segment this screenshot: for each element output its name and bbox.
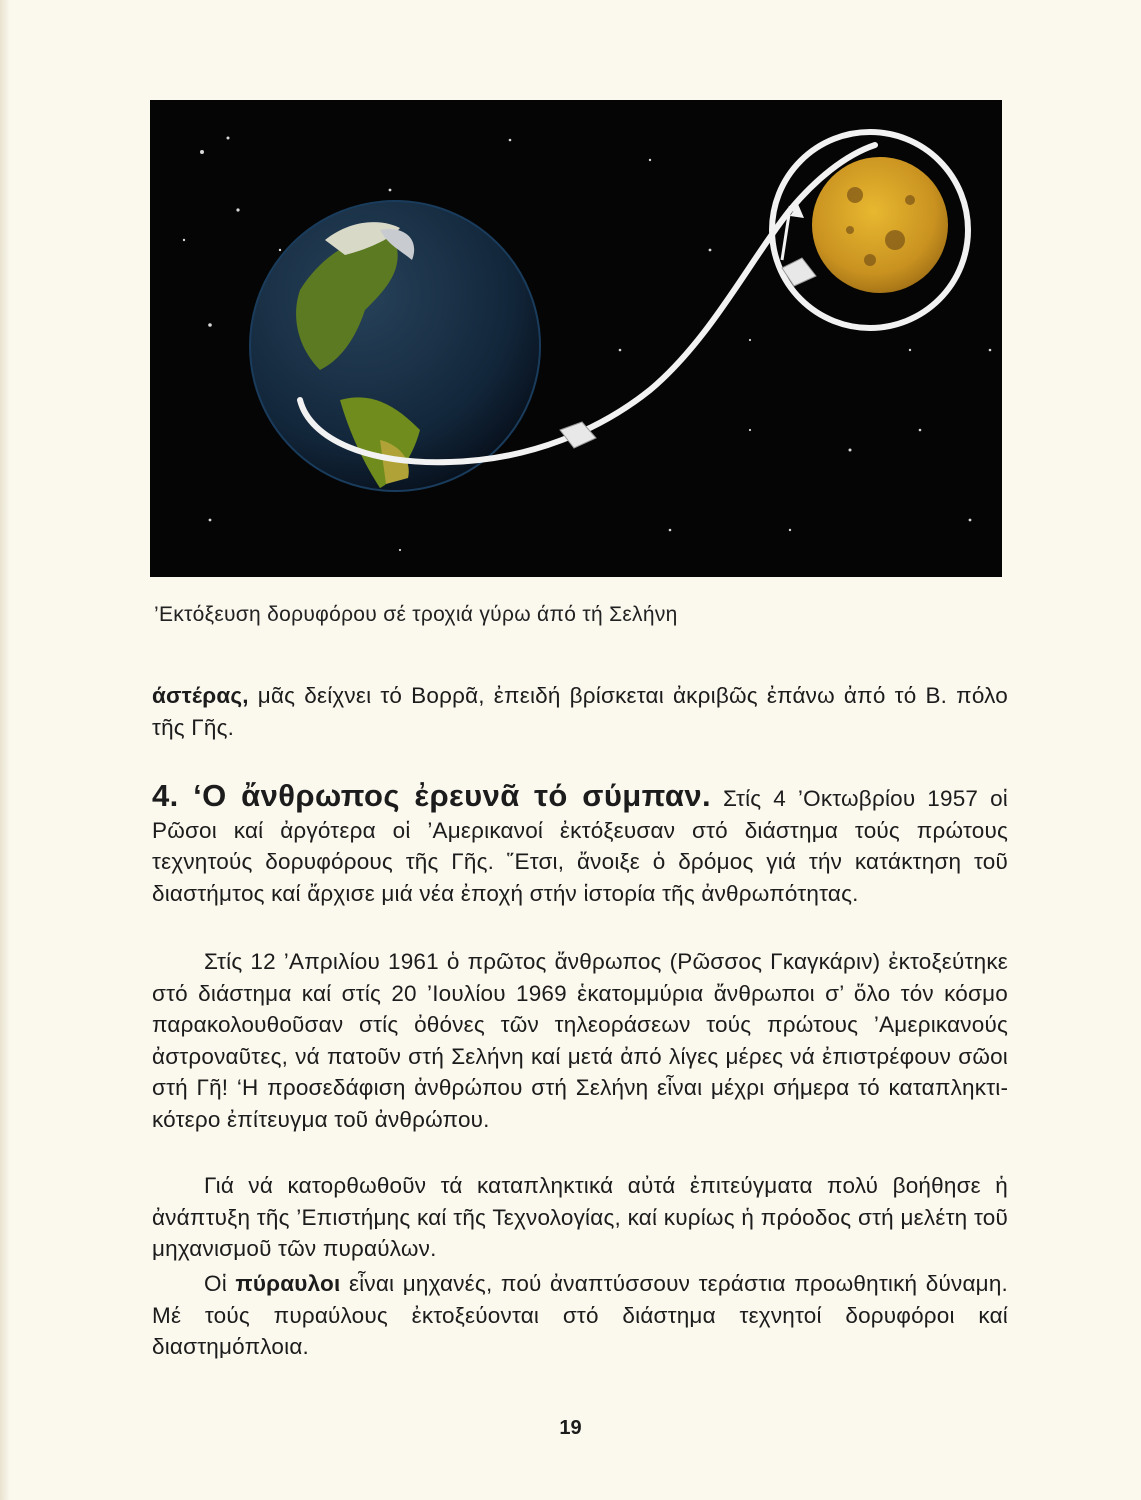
paragraph-rockets	[152, 1268, 1008, 1363]
paragraph-text: μᾶς δείχνει τό Βορρᾶ, ἐπειδή βρίσκεται ἀκριβῶς ἐπάνω ἀπό τό Β. πόλο τῆς Γῆς.	[152, 683, 1008, 740]
paragraph-lead: Οἱ	[204, 1271, 236, 1296]
figure-caption: ’Εκτόξευση δορυφόρου σέ τροχιά γύρω άπό τή Σελήνη	[154, 603, 678, 626]
bold-term-aster: άστέρας,	[152, 683, 249, 708]
bold-term-rockets: πύραυλοι	[235, 1271, 341, 1296]
paragraph-gagarin: Στίς 12 ’Απριλίου 1961 ὁ πρῶτος ἄνθρωπος (Ρῶσσος Γκαγκάριν) ἐκτοξεύτηκε στό διάστημα καί στίς 20 ’Ιουλίου 1969 ἑκατομμύρια ἄνθρωποι σ’ ὅλο τόν κόσμο παρακολουθοῦσαν στίς ὀθόνες τῶν τηλεοράσεων τούς πρώτους ’Αμερικανούς ἀστροναῦτες, νά πατοῦν στή Σελήνη καί μετά ἀπό λίγες μέρες νά ἐπιστρέφουν σῶοι στή Γῆ! ‘Η προσεδάφιση ἀνθρώπου στή Σελήνη εἶναι μέχρι σήμερα τό καταπληκτικότερο ἐπίτευγμα τοῦ ἀνθρώπου.	[152, 949, 1008, 1132]
earth-moon-illustration	[150, 100, 1002, 577]
section-heading: 4. ‘Ο ἄνθρωπος ἐρευνᾶ τό σύμπαν.	[152, 778, 712, 813]
paragraph-text: Στίς 4 ’Οκτωβρίου 1957 οἱ Ρῶσοι καί ἀργότερα οἱ ’Αμερικανοί ἐκτόξευσαν στό διάστημα τούς πρώτους τεχνητούς δορυφόρους τῆς Γῆς. ῞Ετσι, ἄνοιξε ὁ δρόμος γιά τήν κατάκτηση τοῦ διαστήμτος καί ἄρχισε μιά νέα ἐποχή στήν ἱστορία τῆς ἀνθρωπότητας.	[152, 786, 1008, 906]
page-number: 19	[559, 1417, 582, 1439]
paragraph-science-technology: Γιά νά κατορθωθοῦν τά καταπληκτικά αὐτά ἐπιτεύγματα πολύ βοήθησε ἡ ἀνάπτυξη τῆς ’Επιστήμης καί τῆς Τεχνολογίας, καί κυρίως ἡ πρόοδος στή μελέτη τοῦ μηχανισμοῦ τῶν πυραύλων.	[152, 1173, 1008, 1261]
paragraph-north-star	[152, 680, 1008, 743]
moon	[812, 157, 948, 293]
earth-moon-trajectory-image	[150, 100, 1002, 577]
page-spine	[0, 0, 10, 1500]
section-4-paragraph	[152, 780, 1008, 909]
paragraph-text: εἶναι μηχανές, πού ἀναπτύσσουν τεράστια προωθητική δύναμη. Μέ τούς πυραύλους ἐκτοξεύονται στό διάστημα τεχνητοί δορυφόροι καί διαστημόπλοια.	[152, 1271, 1008, 1359]
